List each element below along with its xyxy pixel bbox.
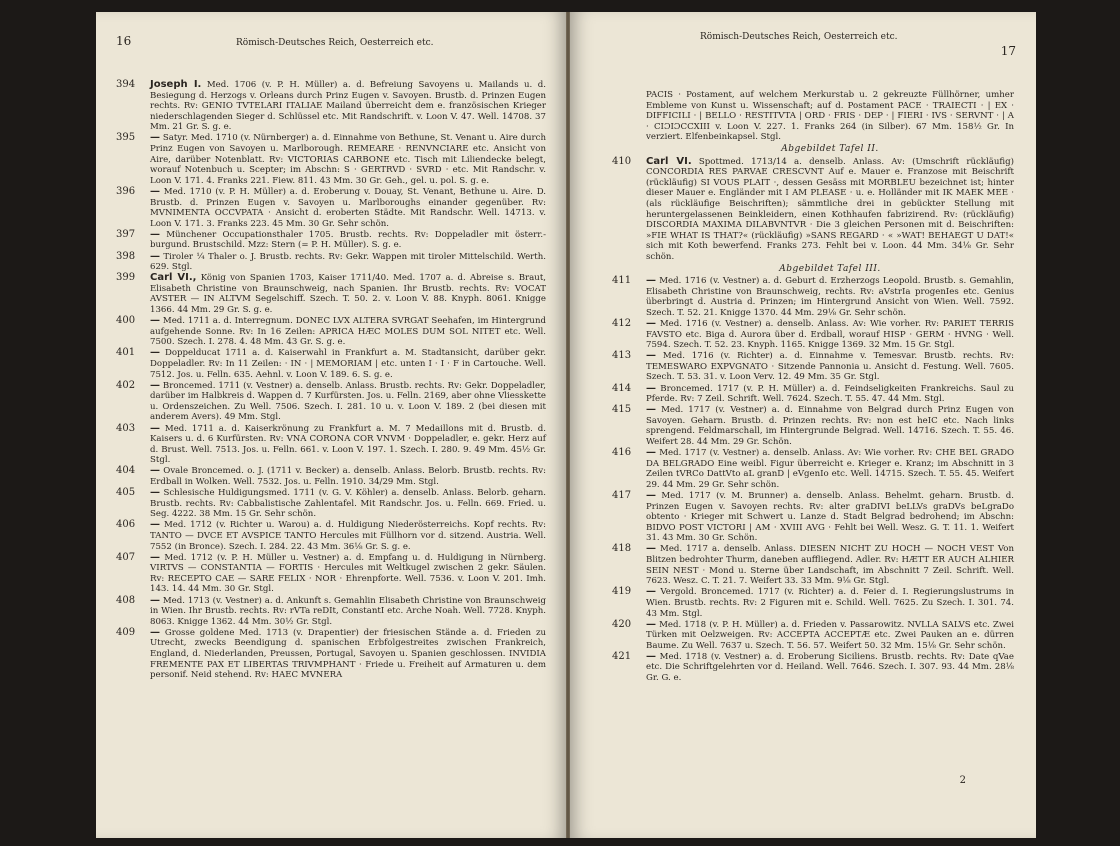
- catalog-entry: [114, 80, 546, 133]
- entry-text: [150, 520, 546, 552]
- entry-number: 418: [612, 543, 632, 555]
- entry-text: [150, 381, 546, 423]
- entry-text: [150, 488, 546, 520]
- entry-text: [150, 424, 546, 466]
- catalog-entry: [114, 466, 546, 487]
- entry-description: Med. 1711 a. d. Interregnum. DONEC LVX ALTERA SVRGAT Seehafen, im Hintergrund aufgehende Sonne. Rv: In 16 Zeilen: APRICA HÆC MOLES DUM SOL NITET etc. Well. 7500. Szech. I. 278. 4. 48 Mm. 43 Gr. S. g. e.: [150, 316, 546, 348]
- entry-ruler: —: [150, 379, 160, 391]
- entry-description: Med. 1706 (v. P. H. Müller) a. d. Befreiung Savoyens u. Mailands u. d. Besiegung d. Herzogs v. Orleans durch Prinz Eugen v. Savoyen. Brustb. d. Prinzen Eugen rechts. Rv: GENIO TVTELARI ITALIAE Mailand überreicht dem e. französischen Krieger niederschlagenden Sieger d. Schlüssel etc. Mit Randschrift. v. Loon V. 47. Well. 14708. 37 Mm. 21 Gr. S. g. e.: [150, 80, 546, 133]
- entry-number: 406: [116, 519, 136, 531]
- entry-number: 402: [116, 379, 136, 391]
- catalog-entry: [610, 587, 1014, 619]
- catalog-entry: [610, 652, 1014, 684]
- entry-description: Med. 1717 (v. Vestner) a. d. Einnahme von Belgrad durch Prinz Eugen von Savoyen. Geharn. Brustb. d. Prinzen rechts. Rv: non est heIC etc. Nach links sprengend. Feldmarschall, im Hintergrunde Belgrad. Well. 14716. Szech. T. 55. 46. Weifert 28. 44 Mm. 29 Gr. Schön.: [646, 405, 1015, 447]
- catalog-entry: [114, 553, 546, 595]
- catalog-entry: [610, 276, 1014, 318]
- entry-ruler: —: [646, 382, 656, 394]
- entry-ruler: —: [646, 404, 656, 416]
- left-page: [96, 12, 566, 838]
- catalog-entry: [114, 273, 546, 315]
- catalog-entry: [114, 187, 546, 229]
- entry-ruler: Carl VI.,: [150, 272, 197, 284]
- entry-description: Med. 1716 (v. Vestner) a. d. Geburt d. Erzherzogs Leopold. Brustb. s. Gemahlin, Elisabeth Christine von Braunschweig, rechts. Rv: aVstrIa progenIes etc. Genius überbringt d. Austria d. Prinzen; im Hintergrund Ansicht von Wien. Well. 7592. Szech. T. 52. 21. Knigge 1370. 44 Mm. 29⅛ Gr. Sehr schön.: [646, 276, 1014, 318]
- right-page-body: [570, 38, 1036, 684]
- catalog-entry: [610, 157, 1014, 263]
- entry-description: Münchener Occupationsthaler 1705. Brustb. rechts. Rv: Doppeladler mit österr.-burgund. Brustschild. Mzz: Stern (= P. H. Müller). S. g. e.: [150, 229, 547, 251]
- entry-text: [150, 348, 546, 380]
- entry-number: 401: [116, 347, 136, 359]
- entry-ruler: Carl VI.: [646, 155, 692, 167]
- entry-text: [646, 544, 1014, 586]
- entry-ruler: —: [646, 447, 656, 459]
- catalog-entry: [114, 488, 546, 520]
- entry-ruler: —: [646, 543, 656, 555]
- entry-number: 400: [116, 315, 136, 327]
- entry-ruler: —: [150, 551, 160, 563]
- entry-text: [150, 273, 546, 315]
- entry-description: Med. 1712 (v. Richter u. Warou) a. d. Huldigung Niederösterreichs. Kopf rechts. Rv: TANTO — DVCE ET AVSPICE TANTO Hercules mit Füllhorn vor d. sitzend. Austria. Well. 7552 (in Bronce). Szech. I. 284. 22. 43 Mm. 36⅛ Gr. S. g. e.: [150, 520, 546, 552]
- catalog-entry: [610, 351, 1014, 383]
- catalog-entry: [114, 381, 546, 423]
- entry-number: 398: [116, 250, 136, 262]
- entry-text: [150, 596, 546, 628]
- entry-number: 419: [612, 586, 632, 598]
- entry-description: Med. 1710 (v. P. H. Müller) a. d. Eroberung v. Douay, St. Venant, Bethune u. Aire. D. Brustb. d. Prinzen Eugen v. Savoyen u. Marlboroughs einander gegenüber. Rv: MVNIMENTA OCCVPATA · Ansicht d. eroberten Städte. Mit Randschr. Well. 14713. v. Loon V. 171. 3. Franks 223. 45 Mm. 30 Gr. Sehr schön.: [150, 186, 547, 229]
- entry-ruler: —: [150, 519, 160, 531]
- entry-description: Med. 1716 (v. Vestner) a. denselb. Anlass. Av: Wie vorher. Rv: PARIET TERRIS FAVSTO etc. Biga d. Aurora über d. Erdball, worauf HISP · GERM · HVNG · Well. 7594. Szech. T. 52. 23. Knyph. 1165. Knigge 1369. 32 Mm. 15 Gr. Stgl.: [646, 318, 1014, 351]
- entry-description: Med. 1711 a. d. Kaiserkrönung zu Frankfurt a. M. 7 Medaillons mit d. Brustb. d. Kaisers u. d. 6 Kurfürsten. Rv: VNA CORONA COR VNVM · Doppeladler, e. gekr. Herz auf d. Brust. Well. 7513. Jos. u. Felln. 661. v. Loon V. 197. 1. Szech. I. 280. 9. 49 Mm. 45½ Gr. Stgl.: [150, 423, 546, 466]
- entry-description: Broncemed. 1717 (v. P. H. Müller) a. d. Feindseligkeiten Frankreichs. Saul zu Pferde. Rv: 7 Zeil. Schrift. Well. 7624. Szech. T. 55. 47. 44 Mm. Stgl.: [646, 383, 1014, 405]
- entry-description: Ovale Broncemed. o. J. (1711 v. Becker) a. denselb. Anlass. Belorb. Brustb. rechts. Rv: Erdball in Wolken. Well. 7532. Jos. u. Felln. 1910. 34/29 Mm. Stgl.: [150, 466, 546, 487]
- left-page-header: [96, 12, 566, 48]
- running-title: Römisch-Deutsches Reich, Oesterreich etc.: [700, 32, 898, 42]
- entry-description: Schlesische Huldigungsmed. 1711 (v. G. V. Köhler) a. denselb. Anlass. Belorb. geharn. Brustb. rechts. Rv: Cabbalistische Zahlentafel. Mit Randschr. Jos. u. Felln. 669. Fried. u. Seg. 4222. 38 Mm. 15 Gr. Sehr schön.: [150, 488, 546, 520]
- catalog-entry: [610, 491, 1014, 544]
- entry-number: 408: [116, 594, 136, 606]
- entry-ruler: —: [150, 185, 160, 197]
- entry-number: 399: [116, 272, 136, 284]
- catalog-entry: [114, 316, 546, 348]
- entry-number: 417: [612, 489, 632, 501]
- entry-text: [150, 628, 546, 681]
- entry-ruler: —: [646, 489, 656, 501]
- catalog-entry: [610, 544, 1014, 586]
- entry-ruler: —: [150, 347, 160, 359]
- entry-text: [646, 491, 1014, 544]
- entry-ruler: —: [646, 650, 656, 662]
- entry-ruler: —: [646, 275, 656, 287]
- right-page-header: [570, 12, 1036, 58]
- catalog-entry: [114, 424, 546, 466]
- entry-text: [150, 230, 546, 251]
- entry-number: 403: [116, 422, 136, 434]
- entry-text: [150, 466, 546, 487]
- entry-ruler: Joseph I.: [150, 79, 202, 90]
- entry-ruler: —: [150, 315, 160, 327]
- entry-description: Doppelducat 1711 a. d. Kaiserwahl in Frankfurt a. M. Stadtansicht, darüber gekr. Doppeladler. Rv: In 11 Zeilen: · IN · | MEMORIAM | etc. unten I · I · F in Cartouche. Well. 7512. Jos. u. Felln. 635. Aehnl. v. Loon V. 189. 6. S. g. e.: [150, 348, 547, 380]
- catalog-entry: [114, 230, 546, 251]
- entry-description: Vergold. Broncemed. 1717 (v. Richter) a. d. Feier d. I. Regierungslustrums in Wien. Brustb. rechts. Rv: 2 Figuren mit e. Schild. Well. 7625. Zu Szech. I. 301. 74. 43 Mm. Stgl.: [646, 587, 1014, 619]
- entry-text: [646, 587, 1014, 619]
- entry-number: 420: [612, 618, 632, 630]
- entry-text: [646, 319, 1014, 351]
- entry-text: [646, 652, 1014, 684]
- entry-description: Med. 1717 (v. M. Brunner) a. denselb. Anlass. Behelmt. geharn. Brustb. d. Prinzen Eugen v. Savoyen rechts. Rv: alter graDIVI beLLVs graDVs beLgraDo obtento · Krieger mit Schwert u. Lanze d. Stadt Belgrad bedrohend; im Abschn: BIDVO POST VICTORI | AM · XVIII AVG · Fehlt bei Well. Wesz. G. T. 11. 1. Weifert 31. 43 Mm. 30 Gr. Schön.: [646, 490, 1014, 544]
- entry-ruler: —: [150, 250, 160, 262]
- entry-description: Med. 1713 (v. Vestner) a. d. Ankunft s. Gemahlin Elisabeth Christine von Braunschweig in Wien. Ihr Brustb. rechts. Rv: rVTa reDIt, ConstantI etc. Arche Noah. Well. 7728. Knyph. 8063. Knigge 1362. 44 Mm. 30½ Gr. Stgl.: [150, 595, 547, 627]
- entry-number: 404: [116, 465, 136, 477]
- entry-text: [646, 620, 1014, 652]
- entry-text: [150, 187, 546, 229]
- entry-description: Spottmed. 1713/14 a. denselb. Anlass. Av: (Umschrift rückläufig) CONCORDIA RES PARVAE CRESCVNT Auf e. Mauer e. Franzose mit Beischrift (rückläufig) SI VOUS PLAIT ·, dessen Gesäss mit MORBLEU bezeichnet ist; hinter dieser Mauer e. Engländer mit I AM PLEASE · u. e. Holländer mit IK MAEK MEE · (als rückläufige Beischriften); sämmtliche drei in gebückter Stellung mit heruntergelassenen Beinkleidern, einen Kothhaufen fabrizirend. Rv: (rückläufig) DISCORDIA MAXIMA DILABVNTVR · Die 3 gleichen Personen mit d. Beischriften: »FIE WHAT IS THAT?« (rückläufig) »SANS REGARD · « »WAT! BEHAEGT U DAT!« sich mit Koth bewerfend. Franks 273. Fehlt bei v. Loon. 44 Mm. 34⅛ Gr. Sehr schön.: [646, 156, 1015, 262]
- entry-description: Med. 1716 (v. Richter) a. d. Einnahme v. Temesvar. Brustb. rechts. Rv: TEMESWARO EXPVGNATO · Sitzende Pannonia u. Ansicht d. Festung. Well. 7605. Szech. T. 53. 31. v. Loon Verv. 12. 49 Mm. 35 Gr. Stgl.: [646, 351, 1015, 383]
- left-page-body: [96, 38, 566, 681]
- entry-description: Tiroler ¼ Thaler o. J. Brustb. rechts. Rv: Gekr. Wappen mit tiroler Mittelschild. Werth. 629. Stgl.: [150, 251, 546, 273]
- continuation-text: PACIS · Postament, auf welchem Merkurstab u. 2 gekreuzte Füllhörner, umher Embleme von Kunst u. Wissenschaft; auf d. Postament PACE · TRAIECTI · | EX · DIFFICILI · | BELLO · RESTITVTA | ORD · FRIS · DEP · | FIERI · IVS · SERVNT · | A · CIƆIƆCCXIII v. Loon V. 227. 1. Franks 264 (in Silber). 67 Mm. 158½ Gr. In verziert. Elfenbeinkapsel. Stgl.: [646, 90, 1014, 143]
- entry-text: [646, 157, 1014, 263]
- catalog-entry: [114, 348, 546, 380]
- entry-description: Grosse goldene Med. 1713 (v. Drapentier) der friesischen Stände a. d. Frieden zu Utrecht, zwecks Beendigung d. spanischen Erbfolgestreites zwischen Frankreich, England, d. Niederlanden, Preussen, Portugal, Savoyen u. Spanien geschlossen. INVIDIA FREMENTE PAX ET LIBERTAS TRIVMPHANT · Friede u. Freiheit auf Armaturen u. dem personif. Neid stehend. Rv: HAEC MVNERA: [150, 627, 547, 681]
- entry-number: 396: [116, 185, 136, 197]
- entry-description: König von Spanien 1703, Kaiser 1711/40. Med. 1707 a. d. Abreise s. Braut, Elisabeth Christine von Braunschweig, nach Spanien. Ihr Brustb. rechts. Rv: VOCAT AVSTER — IN ALTVM Segelschiff. Szech. T. 50. 2. v. Loon V. 88. Knyph. 8061. Knigge 1366. 44 Mm. 29 Gr. S. g. e.: [150, 273, 546, 315]
- entry-text: [150, 316, 546, 348]
- entry-ruler: —: [150, 465, 160, 477]
- catalog-entry: [610, 620, 1014, 652]
- entry-text: [646, 384, 1014, 405]
- entry-number: 407: [116, 551, 136, 563]
- entry-number: 416: [612, 447, 632, 459]
- entry-description: Med. 1717 (v. Vestner) a. denselb. Anlass. Av: Wie vorher. Rv: CHE BEL GRADO DA BELGRADO Eine weibl. Figur überreicht e. Krieger e. Kranz; im Abschnitt in 3 Zeilen tVRCo DattVto aL granD | eVgenIo etc. Well. 14715. Szech. T. 55. 45. Weifert 29. 44 Mm. 29 Gr. Sehr schön.: [646, 448, 1014, 490]
- entry-description: Satyr. Med. 1710 (v. Nürnberger) a. d. Einnahme von Bethune, St. Venant u. Aire durch Prinz Eugen von Savoyen u. Marlborough. REMEARE · RENVNCIARE etc. Ansicht von Aire, darüber Notenblatt. Rv: VICTORIAS CARBONE etc. Tisch mit Liliendecke belegt, worauf Notenbuch u. Scepter; im Abschn: S · GERTRVD · SVRD · etc. Mit Randschr. v. Loon V. 171. 4. Franks 221. Fiew. 811. 43 Mm. 30 Gr. Geh., gel. u. pol. S. g. e.: [150, 133, 546, 186]
- plate-caption: Abgebildet Tafel III.: [779, 263, 881, 274]
- entry-ruler: —: [150, 228, 160, 240]
- entry-text: [150, 80, 546, 133]
- entry-number: 411: [612, 275, 632, 287]
- entry-number: 410: [612, 155, 632, 167]
- entry-ruler: —: [646, 586, 656, 598]
- catalog-entry: [114, 252, 546, 273]
- entry-description: Broncemed. 1711 (v. Vestner) a. denselb. Anlass. Brustb. rechts. Rv: Gekr. Doppeladler, darüber im Halbkreis d. Wappen d. 7 Kurfürsten. Jos. u. Felln. 2169, aber ohne Vliesskette u. Ordenszeichen. Zu Well. 7506. Szech. I. 281. 10 u. v. Loon V. 189. 2 (bei diesen mit anderem Avers). 49 Mm. Stgl.: [150, 380, 547, 423]
- entry-text: [646, 448, 1014, 490]
- plate-caption: Abgebildet Tafel II.: [781, 143, 879, 154]
- entry-text: [150, 133, 546, 186]
- entry-number: 405: [116, 487, 136, 499]
- entry-ruler: —: [150, 594, 160, 606]
- entry-ruler: —: [150, 487, 160, 499]
- entry-number: 421: [612, 650, 632, 662]
- catalog-entry: [610, 448, 1014, 490]
- entry-text: [646, 276, 1014, 318]
- running-title: Römisch-Deutsches Reich, Oesterreich etc.: [236, 38, 434, 48]
- entry-number: 394: [116, 79, 136, 90]
- signature-mark: 2: [959, 775, 966, 786]
- entry-text: [150, 252, 546, 273]
- entry-number: 397: [116, 228, 136, 240]
- entry-ruler: —: [646, 618, 656, 630]
- entry-number: 409: [116, 626, 136, 638]
- catalog-entry: [114, 133, 546, 186]
- catalog-entry: [114, 628, 546, 681]
- entry-number: 414: [612, 382, 632, 394]
- page-number: 16: [116, 34, 132, 48]
- catalog-entry: [114, 596, 546, 628]
- entry-text: [646, 405, 1014, 447]
- entry-description: Med. 1718 (v. P. H. Müller) a. d. Frieden v. Passarowitz. NVLLA SALVS etc. Zwei Türken mit Oelzweigen. Rv: ACCEPTA ACCEPTÆ etc. Zwei Pauken an e. dürren Baume. Zu Well. 7637 u. Szech. T. 56. 57. Weifert 50. 32 Mm. 15⅛ Gr. Sehr schön.: [646, 619, 1015, 651]
- entry-description: Med. 1712 (v. P. H. Müller u. Vestner) a. d. Empfang u. d. Huldigung in Nürnberg. VIRTVS — CONSTANTIA — FORTIS · Hercules mit Weltkugel zwischen 2 gekr. Säulen. Rv: RECEPTO CAE — SARE FELIX · NOR · Ehrenpforte. Well. 7536. v. Loon V. 201. Imh. 143. 14. 44 Mm. 30 Gr. Stgl.: [150, 552, 546, 595]
- catalog-entry: [610, 384, 1014, 405]
- page-number: 17: [1000, 44, 1016, 58]
- entry-ruler: —: [646, 317, 656, 329]
- entry-description: Med. 1717 a. denselb. Anlass. DIESEN NICHT ZU HOCH — NOCH VEST Von Blitzen bedrohter Thurm, daneben auffliegend. Adler. Rv: HÆTT ER AUCH ALHIER SEIN NEST · Mond u. Sterne über Landschaft, im Abschnitt 7 Zeil. Schrift. Well. 7623. Wesz. C. T. 21. 7. Weifert 33. 33 Mm. 9⅛ Gr. Stgl.: [646, 544, 1014, 587]
- entry-ruler: —: [150, 132, 160, 144]
- catalog-entry: [610, 405, 1014, 447]
- catalog-entry: [610, 319, 1014, 351]
- entry-description: Med. 1718 (v. Vestner) a. d. Eroberung Siciliens. Brustb. rechts. Rv: Date qVae etc. Die Schriftgelehrten vor d. Heiland. Well. 7646. Szech. I. 307. 93. 44 Mm. 28⅛ Gr. G. e.: [646, 651, 1015, 684]
- entry-number: 415: [612, 404, 632, 416]
- entry-text: [150, 553, 546, 595]
- entry-number: 413: [612, 350, 632, 362]
- entry-number: 412: [612, 317, 632, 329]
- catalog-entry: [114, 520, 546, 552]
- entry-ruler: —: [150, 626, 160, 638]
- entry-ruler: —: [150, 422, 160, 434]
- right-page: [570, 12, 1036, 838]
- entry-number: 395: [116, 132, 136, 144]
- entry-text: [646, 351, 1014, 383]
- entry-ruler: —: [646, 350, 656, 362]
